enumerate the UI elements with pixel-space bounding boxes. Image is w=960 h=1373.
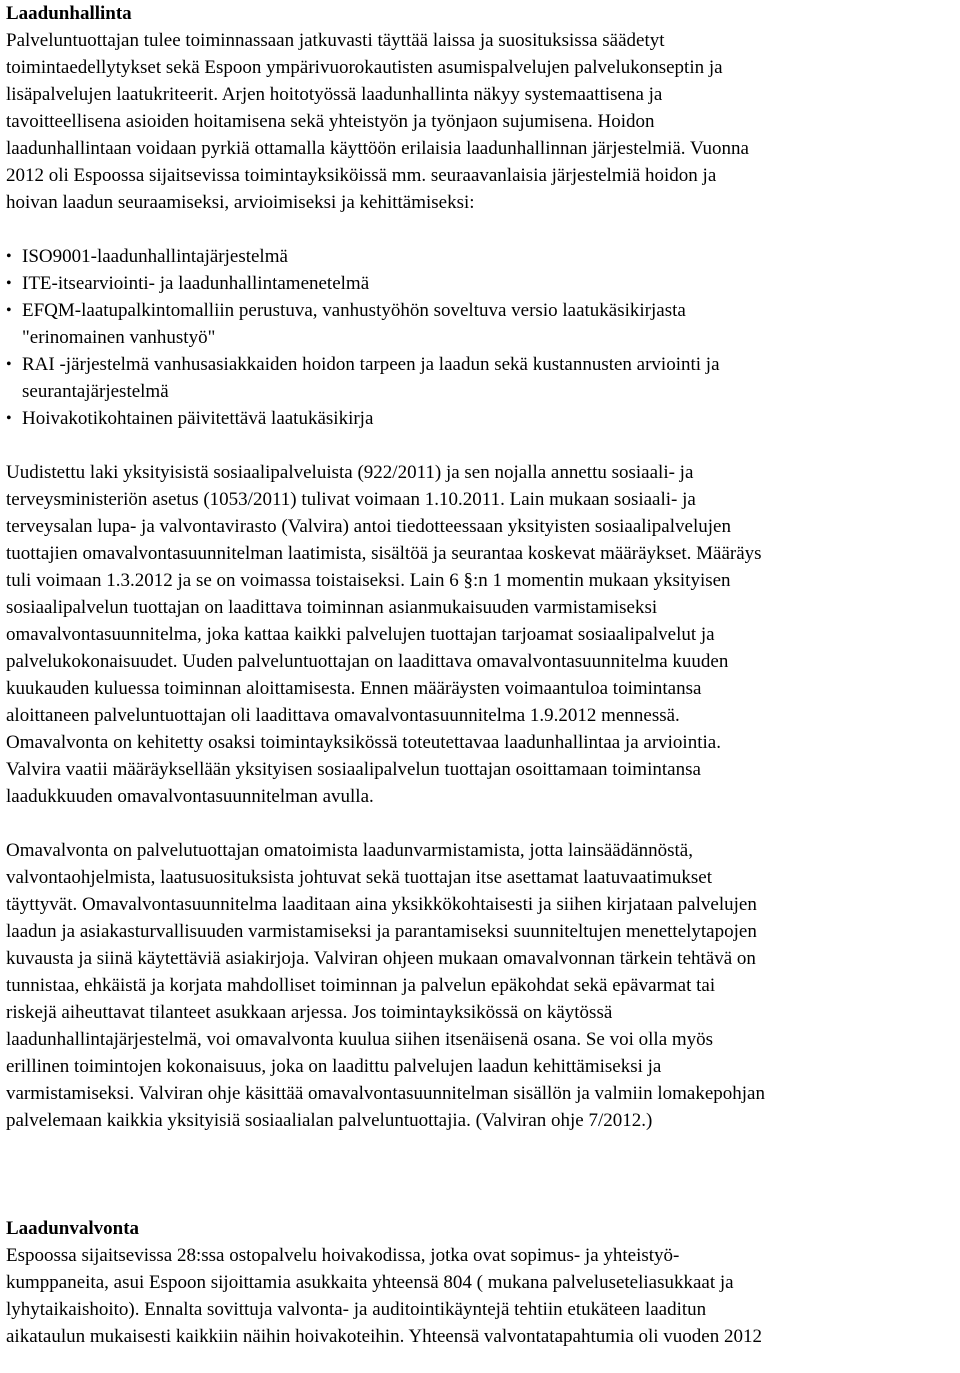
paragraph-line: terveysalan lupa- ja valvontavirasto (Valvira) antoi tiedotteessaan yksityisten sosiaalipalvelujen: [6, 516, 731, 537]
paragraph-line: toimintaedellytykset sekä Espoon ympärivuorokautisten asumispalvelujen palvelukonseptin ja: [6, 57, 723, 78]
list-item-text: Hoivakotikohtainen päivitettävä laatukäsikirja: [22, 408, 374, 429]
quality-control-section: [6, 1215, 955, 1350]
paragraph-line: lyhytaikaishoito). Ennalta sovittuja valvonta- ja auditointikäyntejä tehtiin etukäteen laaditun: [6, 1299, 707, 1320]
paragraph-line: kuvausta ja siinä käytettäviä asiakirjoja. Valviran ohjeen mukaan omavalvonnan tärkein tehtävä on: [6, 948, 756, 969]
paragraph-line: laadunhallintajärjestelmä, voi omavalvonta kuulua siihen itsenäisenä osana. Se voi olla myös: [6, 1029, 714, 1050]
paragraph-line: aloittaneen palveluntuottajan oli laadittava omavalvontasuunnitelma 1.9.2012 mennessä.: [6, 705, 680, 726]
section-gap: [6, 1161, 955, 1188]
list-item: [6, 351, 955, 405]
list-item-text: EFQM-laatupalkintomalliin perustuva, vanhustyöhön soveltuva versio laatukäsikirjasta: [22, 300, 686, 321]
list-item: [6, 297, 955, 351]
quality-control-paragraph: [6, 1242, 955, 1350]
paragraph-gap: [6, 432, 955, 459]
paragraph-line: aikataulun mukaisesti kaikkiin näihin hoivakoteihin. Yhteensä valvontatapahtumia oli vuoden 2012: [6, 1326, 762, 1347]
paragraph-line: sosiaalipalvelun tuottajan on laadittava toiminnan asianmukaisuuden varmistamiseksi: [6, 597, 658, 618]
paragraph-line: varmistamiseksi. Valviran ohje käsittää omavalvontasuunnitelman sisällön ja valmiin lomakepohjan: [6, 1083, 765, 1104]
paragraph-line: laadun ja asiakasturvallisuuden varmistamiseksi ja parantamiseksi suunniteltujen menettelytapojen: [6, 921, 757, 942]
bullet-icon: •: [6, 248, 12, 265]
paragraph-line: terveysministeriön asetus (1053/2011) tulivat voimaan 1.10.2011. Lain mukaan sosiaali- ja: [6, 489, 696, 510]
paragraph-line: tunnistaa, ehkäistä ja korjata mahdolliset toiminnan ja palvelun epäkohdat sekä epävarmat tai: [6, 975, 716, 996]
paragraph-line: hoivan laadun seuraamiseksi, arvioimiseksi ja kehittämiseksi:: [6, 192, 475, 213]
quality-systems-list: [6, 243, 955, 432]
paragraph-line: palvelemaan kaikkia yksityisiä sosiaalialan palveluntuottajia. (Valviran ohje 7/2012.): [6, 1110, 653, 1131]
self-monitoring-paragraph: [6, 837, 955, 1134]
section-heading-laadunvalvonta: Laadunvalvonta: [6, 1218, 140, 1239]
section-gap: [6, 1188, 955, 1215]
paragraph-line: Valvira vaatii määräyksellään yksityisen sosiaalipalvelun tuottajan osoittamaan toimintansa: [6, 759, 701, 780]
paragraph-line: tuottajien omavalvontasuunnitelman laatimista, sisältöä ja seurantaa koskevat määräykset. Määräys: [6, 543, 762, 564]
paragraph-line: Uudistettu laki yksityisistä sosiaalipalveluista (922/2011) ja sen nojalla annettu sosiaali- ja: [6, 462, 694, 483]
list-item-text: seurantajärjestelmä: [22, 381, 169, 402]
paragraph-gap: [6, 810, 955, 837]
bullet-icon: •: [6, 356, 12, 373]
section-gap: [6, 1134, 955, 1161]
quality-management-section: [6, 0, 955, 1134]
paragraph-line: tavoitteellisena asioiden hoitamisena sekä yhteistyön ja työnjaon sujumisena. Hoidon: [6, 111, 655, 132]
paragraph-line: tuli voimaan 1.3.2012 ja se on voimassa toistaiseksi. Lain 6 §:n 1 momentin mukaan yksityisen: [6, 570, 731, 591]
list-item-text: ITE-itsearviointi- ja laadunhallintamenetelmä: [22, 273, 370, 294]
paragraph-line: laadunhallintaan voidaan pyrkiä ottamalla käyttöön erilaisia laadunhallinnan järjestelmiä. Vuonna: [6, 138, 749, 159]
paragraph-line: palvelukokonaisuudet. Uuden palveluntuottajan on laadittava omavalvontasuunnitelma kuuden: [6, 651, 729, 672]
list-item-text: "erinomainen vanhustyö": [22, 327, 216, 348]
paragraph-line: kuukauden kuluessa toiminnan aloittamisesta. Ennen määräysten voimaantuloa toimintansa: [6, 678, 702, 699]
paragraph-line: laadukkuuden omavalvontasuunnitelman avulla.: [6, 786, 374, 807]
list-item: [6, 405, 955, 432]
paragraph-line: Espoossa sijaitsevissa 28:ssa ostopalvelu hoivakodissa, jotka ovat sopimus- ja yhteistyö-: [6, 1245, 680, 1266]
section-heading-laadunhallinta: Laadunhallinta: [6, 3, 132, 24]
list-item-text: RAI -järjestelmä vanhusasiakkaiden hoidon tarpeen ja laadun sekä kustannusten arviointi ja: [22, 354, 720, 375]
bullet-icon: •: [6, 275, 12, 292]
bullet-icon: •: [6, 302, 12, 319]
paragraph-gap: [6, 216, 955, 243]
list-item: [6, 270, 955, 297]
legislation-paragraph: [6, 459, 955, 810]
intro-paragraph: [6, 27, 955, 216]
bullet-icon: •: [6, 410, 12, 427]
paragraph-line: lisäpalvelujen laatukriteerit. Arjen hoitotyössä laadunhallinta näkyy systemaattisena ja: [6, 84, 663, 105]
paragraph-line: valvontaohjelmista, laatusuosituksista johtuvat sekä tuottajan itse asettamat laatuvaatimukset: [6, 867, 712, 888]
paragraph-line: Palveluntuottajan tulee toiminnassaan jatkuvasti täyttää laissa ja suosituksissa säädetyt: [6, 30, 665, 51]
paragraph-line: riskejä aiheuttavat tilanteet asukkaan arjessa. Jos toimintayksikössä on käytössä: [6, 1002, 613, 1023]
list-item: [6, 243, 955, 270]
paragraph-line: Omavalvonta on palvelutuottajan omatoimista laadunvarmistamista, jotta lainsäädännöstä,: [6, 840, 693, 861]
paragraph-line: omavalvontasuunnitelma, joka kattaa kaikki palvelujen tuottajan tarjoamat sosiaalipalvelut ja: [6, 624, 715, 645]
paragraph-line: 2012 oli Espoossa sijaitsevissa toimintayksiköissä mm. seuraavanlaisia järjestelmiä hoidon ja: [6, 165, 717, 186]
list-item-text: ISO9001-laadunhallintajärjestelmä: [22, 246, 288, 267]
paragraph-line: Omavalvonta on kehitetty osaksi toimintayksikössä toteutettavaa laadunhallintaa ja arviointia.: [6, 732, 721, 753]
paragraph-line: erillinen toimintojen kokonaisuus, joka on laadittu palvelujen laadun kehittämiseksi ja: [6, 1056, 662, 1077]
paragraph-line: kumppaneita, asui Espoon sijoittamia asukkaita yhteensä 804 ( mukana palveluseteliasukkaat ja: [6, 1272, 734, 1293]
paragraph-line: täyttyvät. Omavalvontasuunnitelma laaditaan aina yksikkökohtaisesti ja siihen kirjataan palvelujen: [6, 894, 757, 915]
